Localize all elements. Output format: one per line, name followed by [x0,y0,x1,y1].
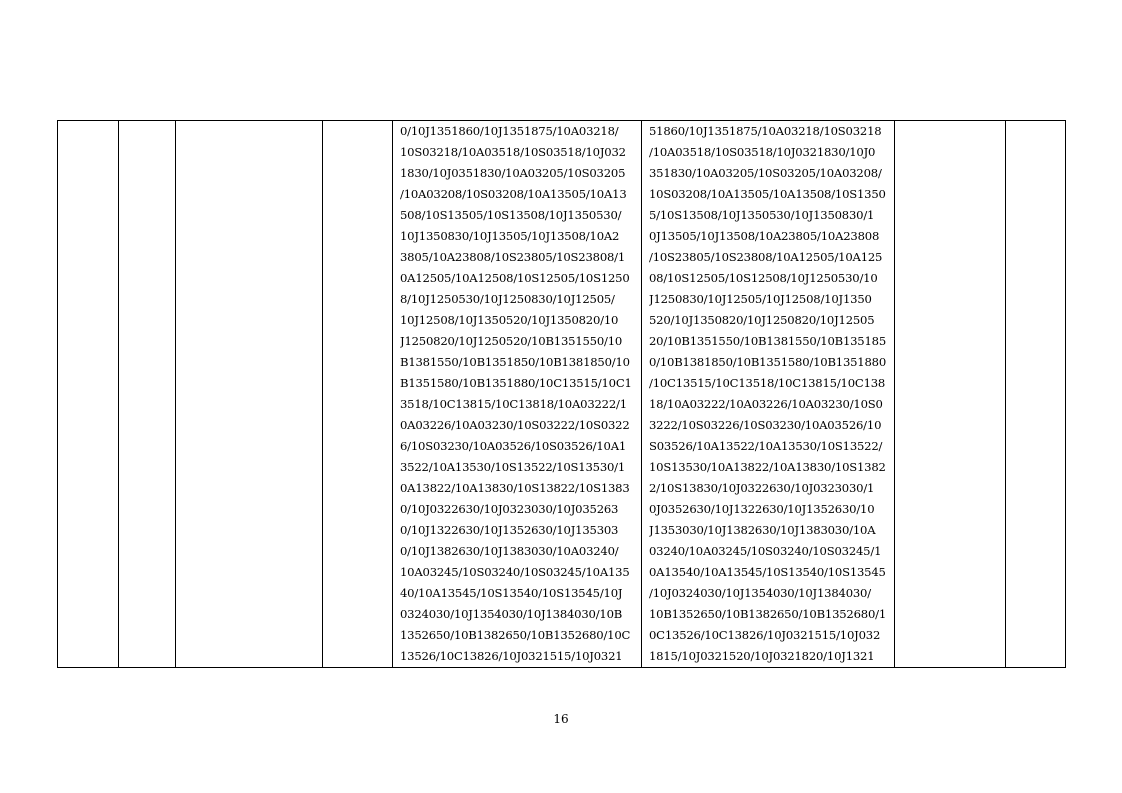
cell-text-line: 10J1350830/10J13505/10J13508/10A2 [400,229,620,243]
cell-text-line: 10S13530/10A13822/10A13830/10S1382 [649,460,886,474]
cell-text-line: 6/10S03230/10A03526/10S03526/10A1 [400,439,627,453]
cell-text-line: /10C13515/10C13518/10C13815/10C138 [649,376,886,390]
cell-text-line: 10B1352650/10B1382650/10B1352680/1 [649,607,887,621]
cell-text-line: 8/10J1250530/10J1250830/10J12505/ [400,292,615,306]
cell-text-line: J1250830/10J12505/10J12508/10J1350 [649,292,872,306]
cell-text-line: 0/10J1322630/10J1352630/10J135303 [400,523,619,537]
cell-text-line: J1353030/10J1382630/10J1383030/10A [649,523,876,537]
cell-text-line: 2/10S13830/10J0322630/10J0323030/1 [649,481,875,495]
cell-text-line: 0324030/10J1354030/10J1384030/10B [400,607,623,621]
cell-text-line: 5/10S13508/10J1350530/10J1350830/1 [649,208,875,222]
table-cell-col-4 [323,121,393,668]
table-cell-col-8 [1006,121,1066,668]
cell-text-line: 0/10J0322630/10J0323030/10J035263 [400,502,619,516]
cell-text-line: 3518/10C13815/10C13818/10A03222/1 [400,397,627,411]
cell-text-line: 3805/10A23808/10S23805/10S23808/1 [400,250,626,264]
cell-text-line: /10A03208/10S03208/10A13505/10A13 [400,187,627,201]
cell-text-line: 0C13526/10C13826/10J0321515/10J032 [649,628,881,642]
cell-text-line: 0J13505/10J13508/10A23805/10A23808 [649,229,880,243]
cell-text-line: 0A13540/10A13545/10S13540/10S13545 [649,565,886,579]
cell-text-line: J1250820/10J1250520/10B1351550/10 [400,334,623,348]
cell-text-line: 10A03245/10S03240/10S03245/10A135 [400,565,630,579]
cell-text-line: B1351580/10B1351880/10C13515/10C1 [400,376,632,390]
cell-text-line: 520/10J1350820/10J1250820/10J12505 [649,313,875,327]
cell-text-line: 0A12505/10A12508/10S12505/10S1250 [400,271,630,285]
cell-text-line: 0/10J1351860/10J1351875/10A03218/ [400,124,619,138]
cell-text-line: 3522/10A13530/10S13522/10S13530/1 [400,460,626,474]
table-cell-col-2 [119,121,176,668]
cell-text-line: 351830/10A03205/10S03205/10A03208/ [649,166,882,180]
cell-text-line: 1815/10J0321520/10J0321820/10J1321 [649,649,875,663]
cell-text-line: B1381550/10B1351850/10B1381850/10 [400,355,630,369]
cell-text-line: 0A03226/10A03230/10S03222/10S0322 [400,418,630,432]
cell-text-line: 40/10A13545/10S13540/10S13545/10J [400,586,623,600]
cell-text-line: 13526/10C13826/10J0321515/10J0321 [400,649,623,663]
cell-text-line: 10J12508/10J1350520/10J1350820/10 [400,313,619,327]
table-cell-col-5 [393,121,642,668]
cell-text-line: 18/10A03222/10A03226/10A03230/10S0 [649,397,883,411]
cell-text-line: S03526/10A13522/10A13530/10S13522/ [649,439,883,453]
cell-text-line: 0J0352630/10J1322630/10J1352630/10 [649,502,875,516]
cell-text-line: /10S23805/10S23808/10A12505/10A125 [649,250,883,264]
cell-text-line: 10S03208/10A13505/10A13508/10S1350 [649,187,886,201]
cell-text-line: 1830/10J0351830/10A03205/10S03205 [400,166,626,180]
cell-text-line: 508/10S13505/10S13508/10J1350530/ [400,208,622,222]
cell-text-line: 10S03218/10A03518/10S03518/10J032 [400,145,626,159]
table-cell-col-1 [58,121,119,668]
cell-text-line: /10A03518/10S03518/10J0321830/10J0 [649,145,876,159]
table-cell-col-3 [176,121,323,668]
cell-text-line: 0/10B1381850/10B1351580/10B1351880 [649,355,887,369]
table-cell-col-6 [642,121,895,668]
cell-text-line: 08/10S12505/10S12508/10J1250530/10 [649,271,878,285]
cell-text-line: 20/10B1351550/10B1381550/10B135185 [649,334,887,348]
table-row [58,121,1066,668]
cell-text-line: 1352650/10B1382650/10B1352680/10C [400,628,631,642]
cell-text-line: 51860/10J1351875/10A03218/10S03218 [649,124,882,138]
cell-text-line: 03240/10A03245/10S03240/10S03245/1 [649,544,882,558]
cell-text-line: 0/10J1382630/10J1383030/10A03240/ [400,544,619,558]
data-table [57,120,1066,668]
table-cell-col-7 [895,121,1006,668]
cell-text-line: 0A13822/10A13830/10S13822/10S1383 [400,481,630,495]
cell-text-line: 3222/10S03226/10S03230/10A03526/10 [649,418,882,432]
page-number: 16 [553,712,569,726]
cell-text-line: /10J0324030/10J1354030/10J1384030/ [649,586,871,600]
